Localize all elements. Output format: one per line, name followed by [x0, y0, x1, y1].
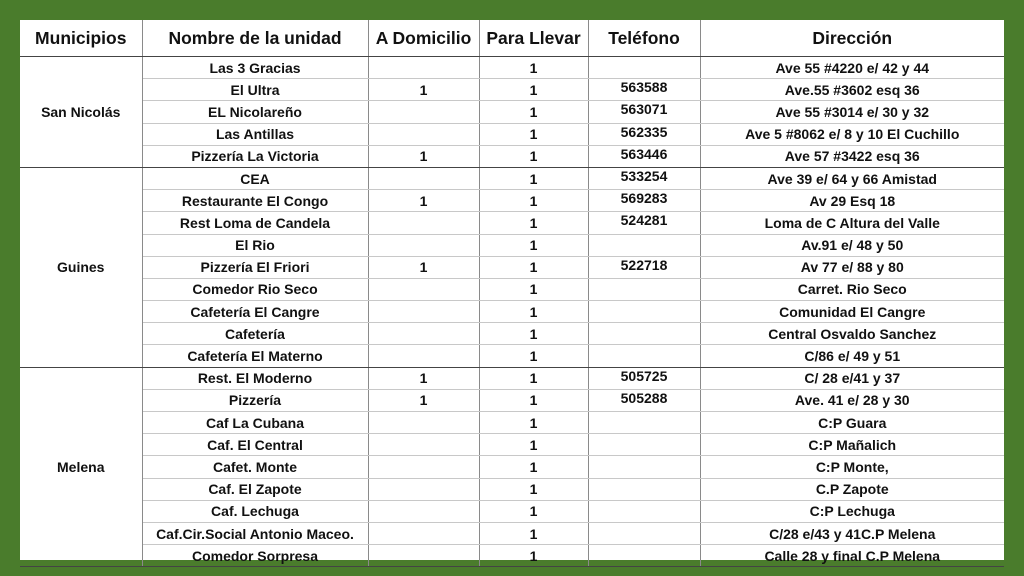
cell-domicilio: [368, 345, 479, 367]
cell-direccion: C/ 28 e/41 y 37: [700, 367, 1004, 389]
cell-telefono: 563588: [588, 79, 700, 101]
cell-nombre: Pizzería La Victoria: [142, 145, 368, 167]
cell-telefono: [588, 234, 700, 256]
cell-domicilio: [368, 478, 479, 500]
cell-domicilio: [368, 434, 479, 456]
cell-domicilio: [368, 500, 479, 522]
cell-nombre: Comedor Rio Seco: [142, 278, 368, 300]
cell-nombre: EL Nicolareño: [142, 101, 368, 123]
cell-telefono: [588, 57, 700, 79]
cell-nombre: Cafet. Monte: [142, 456, 368, 478]
cell-domicilio: [368, 167, 479, 189]
cell-nombre: Cafetería El Materno: [142, 345, 368, 367]
cell-nombre: Caf. El Zapote: [142, 478, 368, 500]
cell-telefono: 563071: [588, 101, 700, 123]
table-row: [20, 123, 1004, 145]
cell-llevar: 1: [479, 345, 588, 367]
cell-telefono: [588, 545, 700, 567]
cell-nombre: Caf.Cir.Social Antonio Maceo.: [142, 522, 368, 544]
table-row: [20, 434, 1004, 456]
table-row: [20, 190, 1004, 212]
cell-domicilio: 1: [368, 367, 479, 389]
cell-direccion: C:P Monte,: [700, 456, 1004, 478]
cell-direccion: Av 29 Esq 18: [700, 190, 1004, 212]
cell-direccion: Ave.55 #3602 esq 36: [700, 79, 1004, 101]
cell-domicilio: [368, 301, 479, 323]
table-row: [20, 545, 1004, 567]
header-telefono: Teléfono: [588, 20, 700, 57]
cell-domicilio: [368, 278, 479, 300]
cell-nombre: Restaurante El Congo: [142, 190, 368, 212]
table-row: [20, 345, 1004, 367]
cell-telefono: [588, 434, 700, 456]
cell-llevar: 1: [479, 123, 588, 145]
cell-nombre: El Ultra: [142, 79, 368, 101]
cell-domicilio: [368, 123, 479, 145]
table-row: [20, 101, 1004, 123]
cell-telefono: 505288: [588, 389, 700, 411]
table-row: [20, 278, 1004, 300]
cell-telefono: [588, 412, 700, 434]
cell-llevar: 1: [479, 412, 588, 434]
cell-nombre: CEA: [142, 167, 368, 189]
cell-domicilio: [368, 545, 479, 567]
cell-direccion: Av.91 e/ 48 y 50: [700, 234, 1004, 256]
cell-telefono: [588, 478, 700, 500]
cell-direccion: Comunidad El Cangre: [700, 301, 1004, 323]
cell-nombre: Comedor Sorpresa: [142, 545, 368, 567]
cell-direccion: Calle 28 y final C.P Melena: [700, 545, 1004, 567]
table-row: [20, 412, 1004, 434]
header-nombre: Nombre de la unidad: [142, 20, 368, 57]
municipio-cell: Guines: [20, 167, 142, 367]
cell-direccion: Ave 5 #8062 e/ 8 y 10 El Cuchillo: [700, 123, 1004, 145]
cell-nombre: Las 3 Gracias: [142, 57, 368, 79]
table-row: [20, 145, 1004, 167]
cell-llevar: 1: [479, 190, 588, 212]
cell-telefono: [588, 456, 700, 478]
table-row: [20, 79, 1004, 101]
header-direccion: Dirección: [700, 20, 1004, 57]
cell-llevar: 1: [479, 57, 588, 79]
cell-llevar: 1: [479, 301, 588, 323]
cell-direccion: Av 77 e/ 88 y 80: [700, 256, 1004, 278]
cell-nombre: Pizzería: [142, 389, 368, 411]
cell-llevar: 1: [479, 256, 588, 278]
cell-telefono: [588, 278, 700, 300]
cell-llevar: 1: [479, 323, 588, 345]
table-row: [20, 301, 1004, 323]
cell-llevar: 1: [479, 545, 588, 567]
cell-telefono: 524281: [588, 212, 700, 234]
cell-nombre: Caf La Cubana: [142, 412, 368, 434]
cell-llevar: 1: [479, 212, 588, 234]
cell-telefono: 505725: [588, 367, 700, 389]
cell-nombre: El Rio: [142, 234, 368, 256]
cell-domicilio: [368, 57, 479, 79]
table-row: [20, 212, 1004, 234]
cell-llevar: 1: [479, 101, 588, 123]
cell-direccion: Ave. 41 e/ 28 y 30: [700, 389, 1004, 411]
cell-telefono: [588, 345, 700, 367]
cell-domicilio: 1: [368, 256, 479, 278]
cell-domicilio: [368, 234, 479, 256]
table-row: [20, 167, 1004, 189]
cell-llevar: 1: [479, 234, 588, 256]
cell-llevar: 1: [479, 367, 588, 389]
cell-direccion: C:P Mañalich: [700, 434, 1004, 456]
table-row: [20, 57, 1004, 79]
cell-direccion: Carret. Rio Seco: [700, 278, 1004, 300]
table-row: [20, 323, 1004, 345]
cell-nombre: Caf. Lechuga: [142, 500, 368, 522]
cell-telefono: [588, 301, 700, 323]
table-row: [20, 367, 1004, 389]
cell-telefono: 563446: [588, 145, 700, 167]
cell-llevar: 1: [479, 456, 588, 478]
cell-llevar: 1: [479, 79, 588, 101]
cell-nombre: Las Antillas: [142, 123, 368, 145]
cell-domicilio: 1: [368, 79, 479, 101]
cell-llevar: 1: [479, 278, 588, 300]
cell-telefono: 569283: [588, 190, 700, 212]
cell-domicilio: 1: [368, 389, 479, 411]
cell-nombre: Cafetería: [142, 323, 368, 345]
cell-direccion: Loma de C Altura del Valle: [700, 212, 1004, 234]
cell-domicilio: [368, 522, 479, 544]
cell-telefono: [588, 500, 700, 522]
cell-domicilio: [368, 456, 479, 478]
cell-direccion: Ave 55 #3014 e/ 30 y 32: [700, 101, 1004, 123]
cell-telefono: [588, 323, 700, 345]
cell-direccion: Ave 57 #3422 esq 36: [700, 145, 1004, 167]
cell-domicilio: [368, 101, 479, 123]
cell-domicilio: 1: [368, 190, 479, 212]
cell-nombre: Pizzería El Friori: [142, 256, 368, 278]
cell-nombre: Cafetería El Cangre: [142, 301, 368, 323]
cell-telefono: 562335: [588, 123, 700, 145]
table-row: [20, 478, 1004, 500]
cell-direccion: C/86 e/ 49 y 51: [700, 345, 1004, 367]
cell-direccion: Ave 55 #4220 e/ 42 y 44: [700, 57, 1004, 79]
cell-llevar: 1: [479, 500, 588, 522]
cell-telefono: [588, 522, 700, 544]
cell-direccion: Central Osvaldo Sanchez: [700, 323, 1004, 345]
table-row: [20, 389, 1004, 411]
units-table: [20, 20, 1004, 567]
cell-direccion: C.P Zapote: [700, 478, 1004, 500]
municipio-cell: San Nicolás: [20, 57, 142, 168]
cell-direccion: C:P Guara: [700, 412, 1004, 434]
cell-direccion: C:P Lechuga: [700, 500, 1004, 522]
cell-nombre: Caf. El Central: [142, 434, 368, 456]
cell-llevar: 1: [479, 389, 588, 411]
units-table-sheet: [20, 20, 1004, 564]
cell-nombre: Rest Loma de Candela: [142, 212, 368, 234]
table-row: [20, 500, 1004, 522]
cell-nombre: Rest. El Moderno: [142, 367, 368, 389]
municipio-cell: Melena: [20, 367, 142, 567]
cell-telefono: 522718: [588, 256, 700, 278]
cell-direccion: C/28 e/43 y 41C.P Melena: [700, 522, 1004, 544]
cell-domicilio: [368, 323, 479, 345]
table-body: [20, 57, 1004, 567]
cell-llevar: 1: [479, 478, 588, 500]
table-row: [20, 522, 1004, 544]
cell-llevar: 1: [479, 522, 588, 544]
header-llevar: Para Llevar: [479, 20, 588, 57]
cell-llevar: 1: [479, 167, 588, 189]
cell-llevar: 1: [479, 145, 588, 167]
header-municipios: Municipios: [20, 20, 142, 57]
cell-direccion: Ave 39 e/ 64 y 66 Amistad: [700, 167, 1004, 189]
cell-domicilio: [368, 212, 479, 234]
table-row: [20, 256, 1004, 278]
table-row: [20, 456, 1004, 478]
header-row: [20, 20, 1004, 57]
header-domicilio: A Domicilio: [368, 20, 479, 57]
cell-telefono: 533254: [588, 167, 700, 189]
cell-domicilio: 1: [368, 145, 479, 167]
cell-llevar: 1: [479, 434, 588, 456]
cell-domicilio: [368, 412, 479, 434]
table-row: [20, 234, 1004, 256]
